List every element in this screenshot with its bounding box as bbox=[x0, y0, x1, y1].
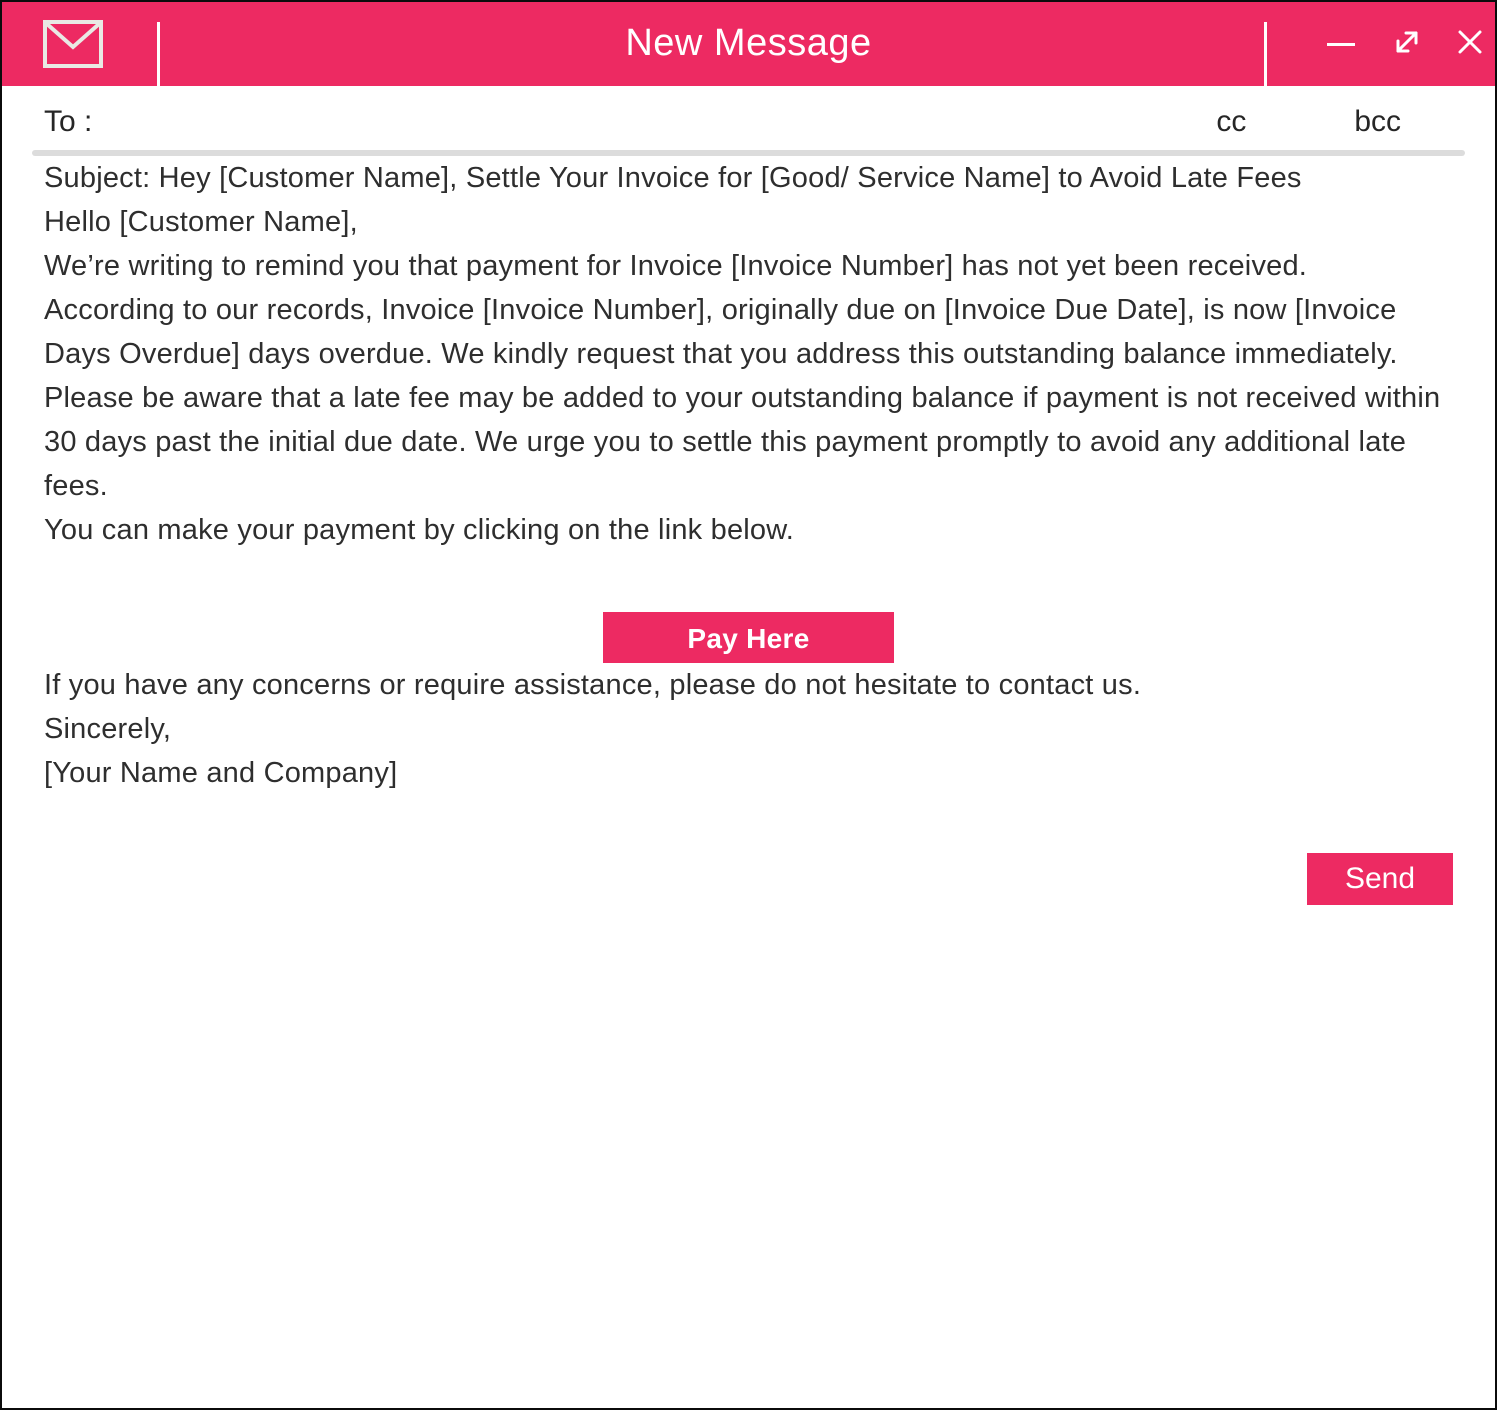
to-label: To : bbox=[44, 105, 93, 138]
header-divider-right bbox=[1264, 22, 1267, 86]
email-body[interactable] bbox=[2, 156, 1495, 795]
send-row bbox=[2, 853, 1495, 905]
body-paragraph: You can make your payment by clicking on the link below. bbox=[44, 514, 795, 546]
pay-here-button[interactable]: Pay Here bbox=[603, 612, 894, 663]
expand-button[interactable] bbox=[1382, 2, 1432, 86]
body-paragraph: We’re writing to remind you that payment for Invoice [Invoice Number] has not yet been received. bbox=[44, 250, 1308, 282]
bcc-button[interactable]: bcc bbox=[1354, 105, 1401, 138]
send-button[interactable]: Send bbox=[1307, 853, 1453, 905]
close-icon bbox=[1457, 29, 1483, 60]
expand-icon bbox=[1392, 27, 1422, 62]
signoff: Sincerely, bbox=[44, 713, 172, 745]
minimize-button[interactable] bbox=[1314, 2, 1368, 86]
close-button[interactable] bbox=[1446, 2, 1494, 86]
cc-button[interactable]: cc bbox=[1216, 105, 1247, 138]
subject-line: Subject: Hey [Customer Name], Settle Your Invoice for [Good/ Service Name] to Avoid Late Fees bbox=[44, 162, 1302, 194]
body-paragraph: Please be aware that a late fee may be added to your outstanding balance if payment is not received within 30 days past the initial due date. We urge you to settle this payment promptly to avoid any additional late fees. bbox=[44, 382, 1441, 502]
minimize-icon bbox=[1327, 43, 1355, 46]
greeting: Hello [Customer Name], bbox=[44, 206, 358, 238]
recipients-row bbox=[2, 86, 1495, 148]
window-title: New Message bbox=[625, 22, 872, 64]
signature: [Your Name and Company] bbox=[44, 757, 398, 789]
pay-button-row bbox=[44, 612, 1453, 663]
closing-paragraph: If you have any concerns or require assistance, please do not hesitate to contact us. bbox=[44, 669, 1142, 701]
body-paragraph: According to our records, Invoice [Invoice Number], originally due on [Invoice Due Date], is now [Invoice Days Overdue] days overdue. We kindly request that you address this outstanding balance immediately. bbox=[44, 294, 1398, 370]
to-input[interactable] bbox=[112, 104, 1196, 140]
titlebar bbox=[2, 2, 1495, 86]
